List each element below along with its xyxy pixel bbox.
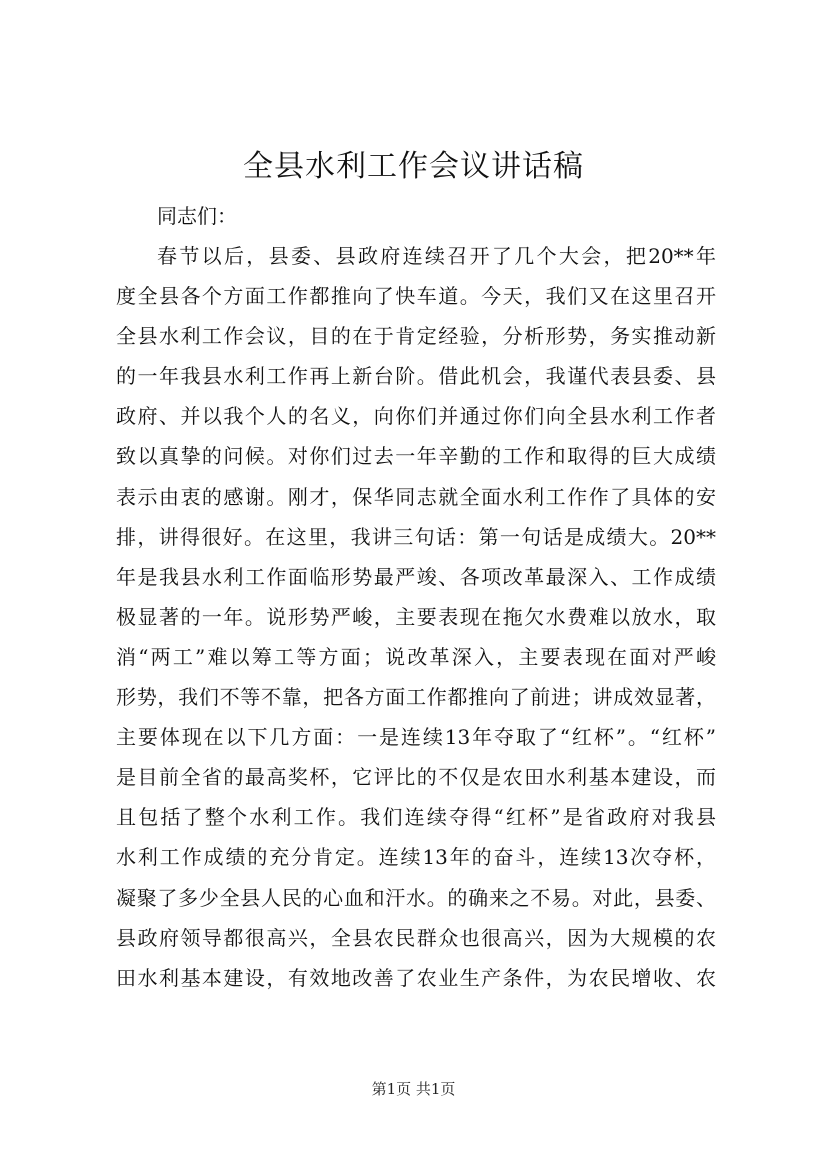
paragraph-line: 度全县各个方面工作都推向了快车道。今天，我们又在这里召开 — [116, 284, 716, 309]
paragraph-line: 凝聚了多少全县人民的心血和汗水。的确来之不易。对此，县委、 — [116, 885, 716, 910]
paragraph-line: 是目前全省的最高奖杯，它评比的不仅是农田水利基本建设，而 — [116, 765, 716, 790]
paragraph-line: 年是我县水利工作面临形势最严竣、各项改革最深入、工作成绩 — [116, 564, 716, 589]
paragraph-line: 且包括了整个水利工作。我们连续夺得“红杯”是省政府对我县 — [116, 805, 716, 830]
paragraph-line: 全县水利工作会议，目的在于肯定经验，分析形势，务实推动新 — [116, 324, 716, 349]
paragraph-line: 形势，我们不等不靠，把各方面工作都推向了前进；讲成效显著， — [116, 685, 716, 710]
paragraph-line: 县政府领导都很高兴，全县农民群众也很高兴，因为大规模的农 — [116, 925, 716, 950]
paragraph-line: 主要体现在以下几方面：一是连续13年夺取了“红杯”。“红杯” — [116, 725, 716, 750]
paragraph-line: 极显著的一年。说形势严峻，主要表现在拖欠水费难以放水，取 — [116, 604, 716, 629]
paragraph-line: 排，讲得很好。在这里，我讲三句话：第一句话是成绩大。20** — [116, 524, 716, 549]
page-footer: 第1页 共1页 — [371, 1080, 456, 1098]
paragraph-line: 的一年我县水利工作再上新台阶。借此机会，我谨代表县委、县 — [116, 364, 716, 389]
paragraph-line: 政府、并以我个人的名义，向你们并通过你们向全县水利工作者 — [116, 404, 716, 429]
paragraph-line: 水利工作成绩的充分肯定。连续13年的奋斗，连续13次夺杯， — [116, 845, 716, 870]
body-text — [116, 236, 716, 998]
document-title: 全县水利工作会议讲话稿 — [243, 149, 584, 184]
salutation: 同志们： — [157, 204, 237, 228]
paragraph-line: 消“两工”难以筹工等方面；说改革深入，主要表现在面对严峻 — [116, 644, 716, 669]
paragraph-line: 田水利基本建设，有效地改善了农业生产条件，为农民增收、农 — [116, 965, 716, 990]
paragraph-line: 春节以后，县委、县政府连续召开了几个大会，把20**年 — [157, 244, 716, 268]
paragraph-line: 表示由衷的感谢。刚才，保华同志就全面水利工作作了具体的安 — [116, 484, 716, 509]
paragraph-line: 致以真挚的问候。对你们过去一年辛勤的工作和取得的巨大成绩 — [116, 444, 716, 469]
